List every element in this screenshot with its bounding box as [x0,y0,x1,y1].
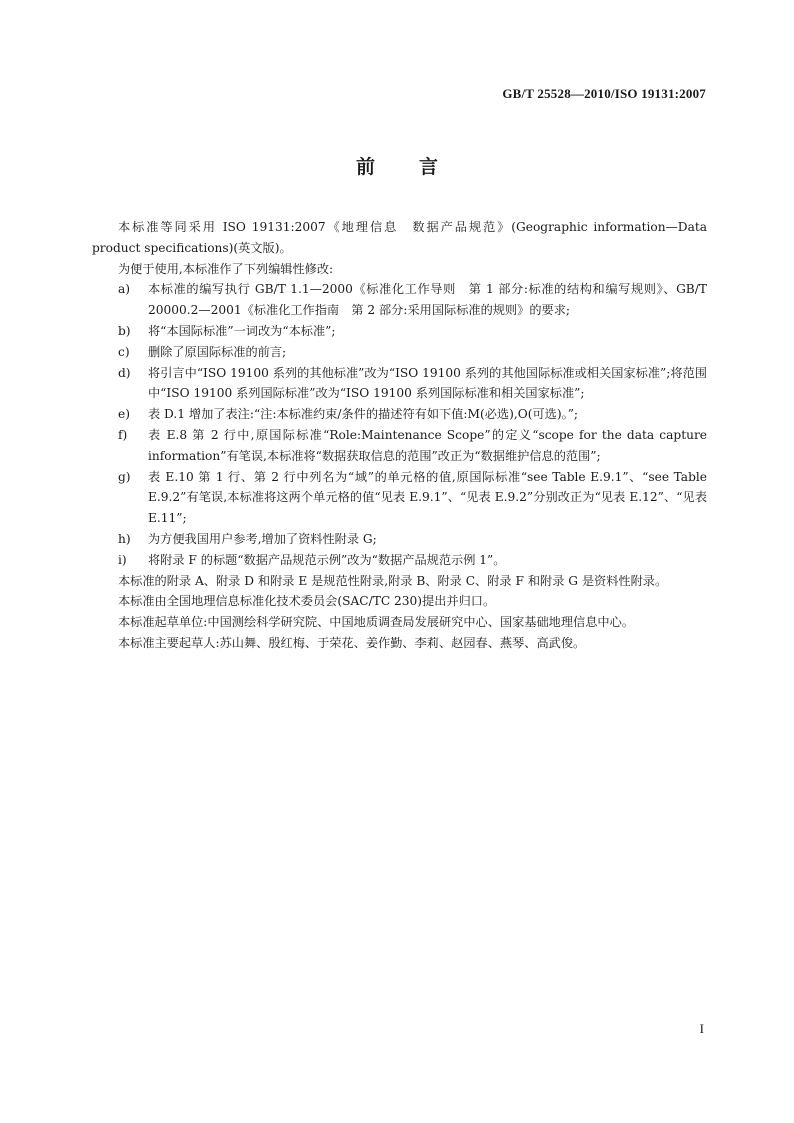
foreword-body [92,217,707,654]
edit-intro-paragraph: 为便于使用,本标准作了下列编辑性修改: [118,261,334,276]
list-item [92,404,707,425]
list-item-text: 表 D.1 增加了表注:“注:本标准约束/条件的描述符有如下值:M(必选),O(可选)。”; [148,407,579,422]
intro-paragraph: 本标准等同采用 ISO 19131:2007《地理信息 数据产品规范》(Geographic information—Data product specifications)(英文版)。 [92,220,707,255]
list-item-marker: h) [118,531,131,546]
list-item-marker: c) [118,344,130,359]
list-item-text: 本标准的编写执行 GB/T 1.1—2000《标准化工作导则 第 1 部分:标准的结构和编写规则》、GB/T 20000.2—2001《标准化工作指南 第 2 部分:采用国际标准的规则》的要求; [148,282,707,318]
list-item-marker: f) [118,427,128,442]
list-item [92,321,707,342]
list-item-marker: d) [118,365,131,380]
list-item-marker: a) [118,282,131,297]
proposer-paragraph: 本标准由全国地理信息标准化技术委员会(SAC/TC 230)提出并归口。 [118,594,496,609]
list-item-marker: g) [118,469,131,484]
page-number: I [699,1021,704,1036]
annex-paragraph: 本标准的附录 A、附录 D 和附录 E 是规范性附录,附录 B、附录 C、附录 F 和附录 G 是资料性附录。 [118,573,668,588]
list-item [92,279,707,321]
page-title: 前言 [355,156,482,178]
list-item-text: 表 E.10 第 1 行、第 2 行中列名为“域”的单元格的值,原国际标准“see Table E.9.1”、“see Table E.9.2”有笔误,本标准将这两个单元格的值“见表 E.9.1”、“见表 E.9.2”分别改正为“见表 E.12”、“见表 E.11”; [148,469,708,526]
list-item [92,529,707,550]
drafters-paragraph: 本标准主要起草人:苏山舞、殷红梅、于荣花、姜作勤、李莉、赵园春、燕琴、高武俊。 [118,635,586,650]
list-item [92,550,707,571]
list-item-marker: e) [118,407,130,422]
list-item-text: 将“本国际标准”一词改为“本标准”; [148,323,336,338]
drafting-units-paragraph: 本标准起草单位:中国测绘科学研究院、中国地质调查局发展研究中心、国家基础地理信息中心。 [118,615,634,630]
list-item [92,467,707,529]
list-item [92,363,707,405]
list-item-marker: i) [118,552,127,567]
list-item-marker: b) [118,323,131,338]
list-item-text: 删除了原国际标准的前言; [148,344,287,359]
list-item [92,425,707,467]
list-item [92,342,707,363]
list-item-text: 表 E.8 第 2 行中,原国际标准“Role:Maintenance Scope”的定义“scope for the data capture information”有笔误,本标准将“数据获取信息的范围”改正为“数据维护信息的范围”; [148,427,707,463]
standard-code-header: GB/T 25528—2010/ISO 19131:2007 [502,86,706,101]
list-item-text: 为方便我国用户参考,增加了资料性附录 G; [148,531,377,546]
list-item-text: 将附录 F 的标题“数据产品规范示例”改为“数据产品规范示例 1”。 [148,552,506,567]
list-item-text: 将引言中“ISO 19100 系列的其他标准”改为“ISO 19100 系列的其他国际标准或相关国家标准”;将范围中“ISO 19100 系列国际标准”改为“ISO 19100 系列国际标准和相关国家标准”; [148,365,707,401]
